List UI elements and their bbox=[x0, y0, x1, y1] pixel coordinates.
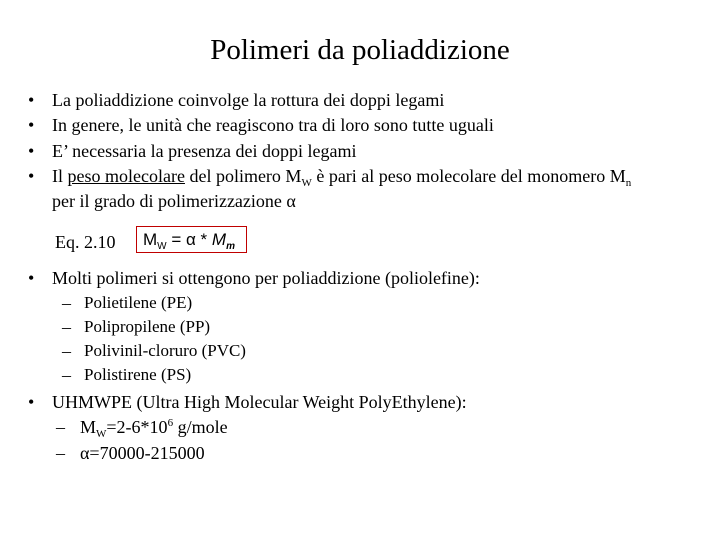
bullet-marker: • bbox=[28, 115, 35, 135]
bullet-text: E’ necessaria la presenza dei doppi legami bbox=[52, 141, 357, 161]
text-segment: g/mole bbox=[173, 417, 228, 437]
dash-marker: – bbox=[62, 365, 71, 385]
subscript: m bbox=[226, 241, 235, 252]
text-segment: del polimero M bbox=[184, 166, 302, 186]
underlined-term: peso molecolare bbox=[67, 166, 185, 186]
subscript: W bbox=[157, 241, 167, 252]
sub-item-text: Polivinil-cloruro (PVC) bbox=[84, 341, 246, 360]
equation-box bbox=[136, 226, 247, 253]
subscript: W bbox=[301, 177, 312, 189]
text-segment: Il bbox=[52, 166, 68, 186]
sub-item-text: Polietilene (PE) bbox=[84, 293, 193, 312]
bullet-text: Molti polimeri si ottengono per poliaddizione (poliolefine): bbox=[52, 268, 480, 288]
text-segment: è pari al peso molecolare del monomero M bbox=[311, 166, 626, 186]
text-segment: M bbox=[80, 417, 97, 437]
sub-item-text bbox=[80, 415, 228, 439]
dash-marker: – bbox=[56, 443, 65, 463]
superscript: 6 bbox=[167, 417, 174, 429]
equation-rhs bbox=[211, 230, 235, 252]
sub-item-text: Polipropilene (PP) bbox=[84, 317, 211, 336]
bullet-marker: • bbox=[28, 166, 35, 186]
bullet-text: per il grado di polimerizzazione α bbox=[52, 191, 296, 211]
dash-marker: – bbox=[62, 341, 71, 361]
bullet-marker: • bbox=[28, 392, 35, 412]
subscript: W bbox=[96, 428, 107, 440]
bullet-text: In genere, le unità che reagiscono tra di loro sono tutte uguali bbox=[52, 115, 494, 135]
equation-lhs: M bbox=[143, 230, 158, 249]
subscript: n bbox=[625, 177, 632, 189]
bullet-marker: • bbox=[28, 90, 35, 110]
bullet-text bbox=[52, 164, 631, 188]
bullet-marker: • bbox=[28, 141, 35, 161]
slide-title: Polimeri da poliaddizione bbox=[210, 34, 510, 66]
dash-marker: – bbox=[62, 317, 71, 337]
bullet-text: La poliaddizione coinvolge la rottura dei doppi legami bbox=[52, 90, 445, 110]
equation-operator: = α * bbox=[166, 230, 212, 249]
equation-label: Eq. 2.10 bbox=[55, 232, 116, 252]
dash-marker: – bbox=[62, 293, 71, 313]
text-segment: =2-6*10 bbox=[106, 417, 168, 437]
dash-marker: – bbox=[56, 417, 65, 437]
sub-item-text: α=70000-215000 bbox=[80, 443, 205, 463]
sub-item-text: Polistirene (PS) bbox=[84, 365, 192, 384]
bullet-marker: • bbox=[28, 268, 35, 288]
bullet-text: UHMWPE (Ultra High Molecular Weight PolyEthylene): bbox=[52, 392, 467, 412]
equation-rhs-symbol: M bbox=[211, 230, 227, 249]
